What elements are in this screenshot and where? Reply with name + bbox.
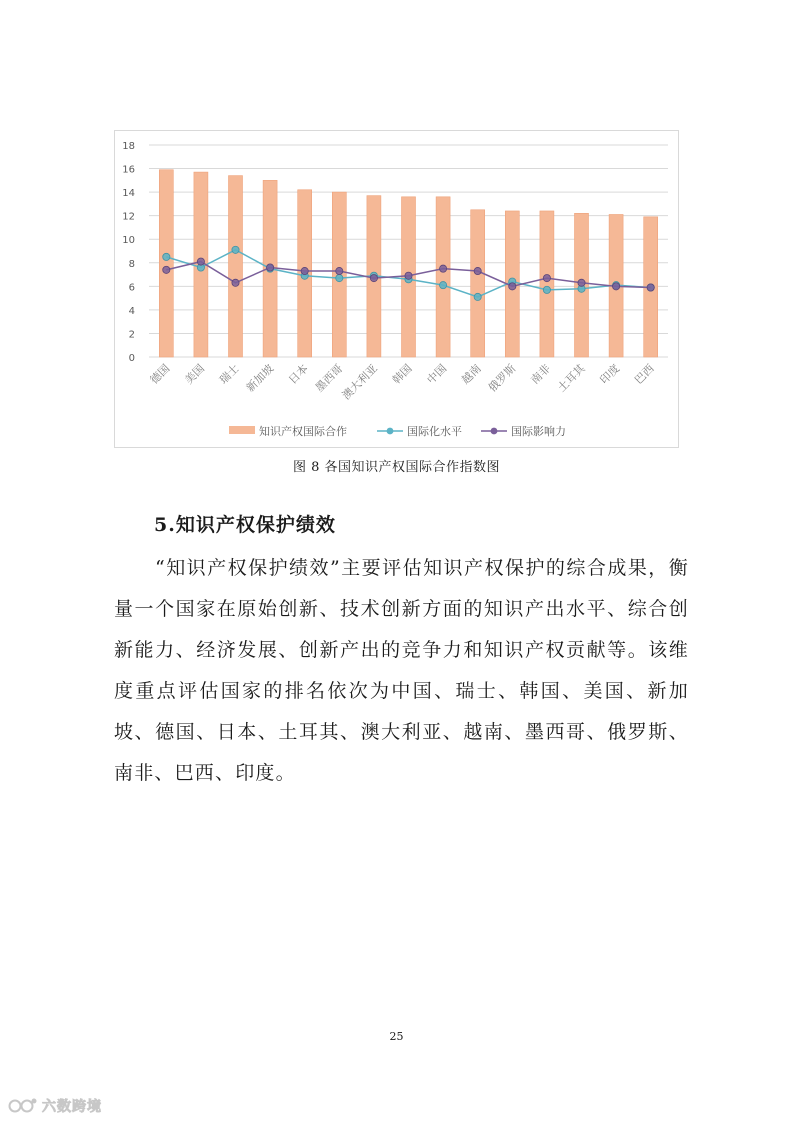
x-tick-label: 韩国	[389, 361, 415, 387]
series-point	[647, 284, 654, 291]
y-tick-label: 10	[122, 235, 135, 247]
series-point	[163, 253, 170, 260]
x-tick-label: 南非	[528, 361, 554, 387]
series-point	[474, 267, 481, 274]
x-tick-label: 中国	[424, 361, 450, 387]
x-tick-label: 瑞士	[216, 361, 242, 387]
legend	[229, 424, 566, 438]
series-point	[474, 293, 481, 300]
legend-marker	[387, 428, 394, 435]
y-tick-label: 12	[122, 211, 135, 223]
bar	[436, 197, 450, 357]
x-tick-label: 印度	[597, 361, 623, 387]
x-tick-label: 巴西	[632, 361, 657, 387]
series-point	[405, 272, 412, 279]
body-paragraph: “知识产权保护绩效”主要评估知识产权保护的综合成果，衡量一个国家在原始创新、技术创新方面的知识产出水平、综合创新能力、经济发展、创新产出的竞争力和知识产权贡献等。该维度重点评估国家的排名依次为中国、瑞士、韩国、美国、新加坡、德国、日本、土耳其、澳大利亚、越南、墨西哥、俄罗斯、南非、巴西、印度。	[114, 557, 689, 784]
chart-svg	[115, 131, 678, 447]
y-tick-label: 16	[122, 164, 135, 176]
series-point	[440, 265, 447, 272]
bar	[229, 176, 243, 357]
y-tick-label: 8	[128, 258, 135, 270]
x-tick-label: 德国	[147, 361, 173, 387]
series-point	[267, 264, 274, 271]
section-heading: 5.知识产权保护绩效	[154, 514, 336, 536]
series-point	[197, 258, 204, 265]
series-point	[543, 286, 550, 293]
series-point	[301, 267, 308, 274]
watermark-logo-icon	[8, 1095, 38, 1117]
page-number: 25	[389, 1030, 404, 1043]
watermark	[8, 1094, 102, 1118]
series-point	[163, 266, 170, 273]
series-point	[336, 267, 343, 274]
x-tick-label: 美国	[182, 361, 208, 387]
series-point	[578, 279, 585, 286]
legend-label: 国际影响力	[511, 425, 566, 438]
x-tick-label: 澳大利亚	[339, 361, 381, 403]
legend-label: 知识产权国际合作	[259, 425, 347, 438]
legend-marker	[491, 428, 498, 435]
legend-label: 国际化水平	[407, 425, 462, 438]
y-tick-label: 6	[128, 282, 135, 294]
bar	[540, 211, 554, 357]
x-tick-label: 墨西哥	[312, 361, 346, 395]
bar	[159, 170, 173, 357]
watermark-text: 六数跨境	[42, 1099, 102, 1115]
series-point	[232, 246, 239, 253]
x-tick-label: 新加坡	[243, 361, 277, 395]
y-tick-label: 4	[128, 305, 135, 317]
y-tick-label: 0	[128, 353, 135, 364]
legend-swatch	[229, 426, 255, 434]
x-tick-label: 土耳其	[555, 361, 588, 395]
series-point	[613, 283, 620, 290]
x-tick-label: 俄罗斯	[485, 361, 519, 395]
x-tick-label: 越南	[459, 361, 484, 387]
body-text	[114, 548, 689, 794]
x-tick-label: 日本	[286, 361, 311, 387]
chart-container	[114, 130, 679, 448]
series-point	[370, 274, 377, 281]
series-point	[543, 274, 550, 281]
series-point	[232, 279, 239, 286]
bar	[471, 210, 485, 357]
series-point	[336, 274, 343, 281]
y-tick-label: 14	[122, 188, 135, 200]
y-tick-label: 18	[122, 141, 135, 152]
series-point	[440, 282, 447, 289]
figure-caption: 图 8 各国知识产权国际合作指数图	[292, 460, 501, 475]
y-tick-label: 2	[128, 329, 135, 341]
series-point	[509, 283, 516, 290]
